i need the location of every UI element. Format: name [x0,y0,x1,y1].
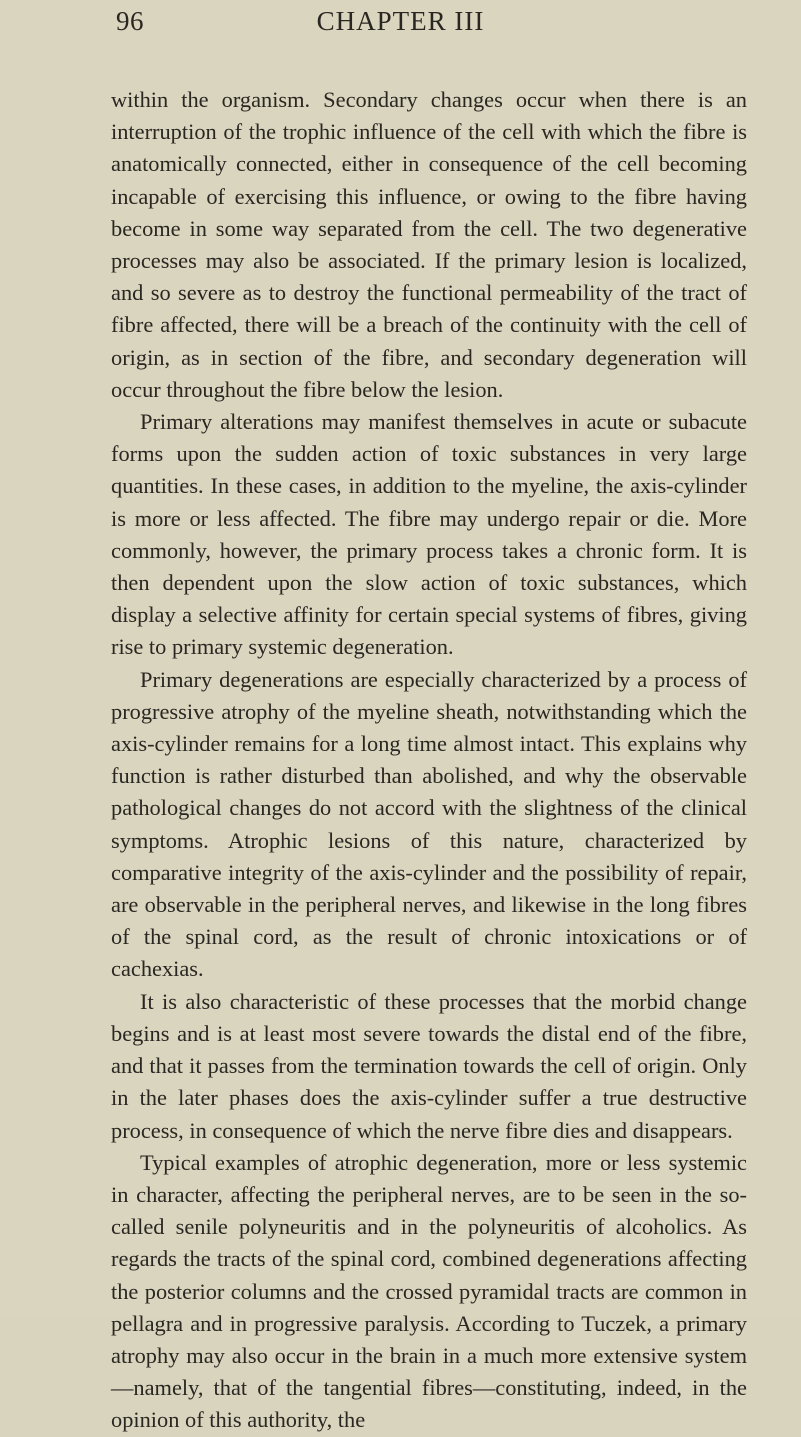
running-title: CHAPTER III [316,6,485,36]
paragraph-2: Primary alterations may manifest themselves in acute or subacute forms upon the sudden action of toxic substances in very large quantities. In these cases, in addition to the myeline, the axis-cylinder is more or less affected. The fibre may undergo repair or die. More commonly, however, the primary process takes a chronic form. It is then dependent upon the slow action of toxic substances, which display a selective affinity for certain special systems of fibres, giving rise to primary systemic degeneration. [111,409,747,660]
body-text [111,84,747,1437]
paragraph-3: Primary degenerations are especially characterized by a process of progressive atrophy of the myeline sheath, notwithstanding which the axis-cylinder remains for a long time almost intact. This explains why function is rather disturbed than abolished, and why the observable pathological changes do not accord with the slightness of the clinical symptoms. Atrophic lesions of this nature, characterized by comparative integrity of the axis-cylinder and the possibility of repair, are observable in the peripheral nerves, and likewise in the long fibres of the spinal cord, as the result of chronic intoxications or of cachexias. [111,666,747,982]
paragraph-5: Typical examples of atrophic degeneration, more or less systemic in character, affecting the peripheral nerves, are to be seen in the so-called senile polyneuritis and in the polyneuritis of alcoholics. As regards the tracts of the spinal cord, combined degenerations affecting the posterior columns and the crossed pyramidal tracts are common in pellagra and in progressive paralysis. According to Tuczek, a primary atrophy may also occur in the brain in a much more extensive system—namely, that of the tangential fibres—constituting, indeed, in the opinion of this authority, the [111,1149,747,1433]
page-header [0,6,801,46]
page-number: 96 [116,6,144,36]
paragraph-4: It is also characteristic of these processes that the morbid change begins and is at least most severe towards the distal end of the fibre, and that it passes from the termination towards the cell of origin. Only in the later phases does the axis-cylinder suffer a true destructive process, in consequence of which the nerve fibre dies and disappears. [111,988,747,1143]
paragraph-1: within the organism. Secondary changes occur when there is an interruption of the trophic influence of the cell with which the fibre is anatomically connected, either in consequence of the cell becoming incapable of exercising this influence, or owing to the fibre having become in some way separated from the cell. The two degenerative processes may also be associated. If the primary lesion is localized, and so severe as to destroy the functional permeability of the tract of fibre affected, there will be a breach of the continuity with the cell of origin, as in section of the fibre, and secondary degeneration will occur throughout the fibre below the lesion. [111,87,747,402]
